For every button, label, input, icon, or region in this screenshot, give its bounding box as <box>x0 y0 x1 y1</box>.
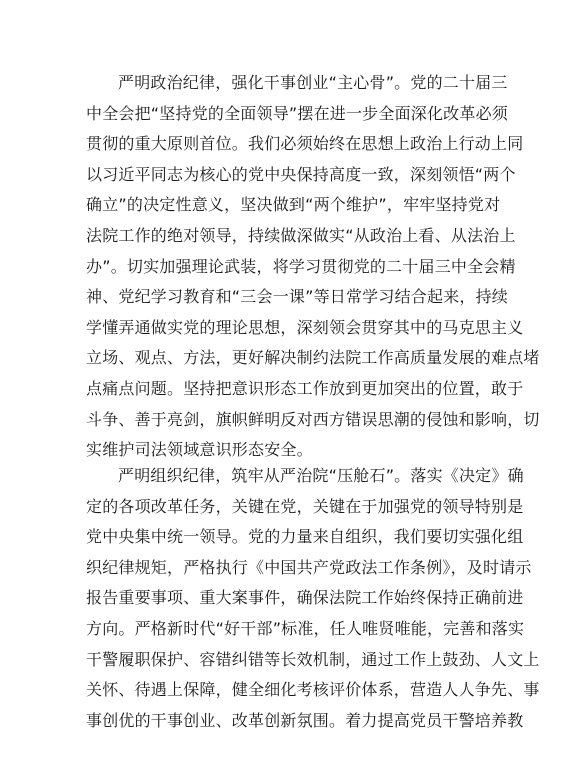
paragraph-line: 方向。严格新时代“好干部”标准，任人唯贤唯能，完善和落实 <box>86 618 525 638</box>
paragraph-line: 贯彻的重大原则首位。我们必须始终在思想上政治上行动上同 <box>86 134 524 154</box>
paragraph-line: 严明政治纪律，强化干事创业“主心骨”。党的二十届三 <box>118 73 508 92</box>
paragraph-line: 实维护司法领域意识形态安全。 <box>86 440 313 460</box>
paragraph-line: 办”。切实加强理论武装，将学习贯彻党的二十届三中全会精 <box>86 256 516 276</box>
paragraph-line: 严明组织纪律，筑牢从严治院“压舱石”。落实《决定》确 <box>118 466 524 485</box>
paragraph-line: 定的各项改革任务，关键在党，关键在于加强党的领导特别是 <box>86 496 524 516</box>
paragraph-line: 确立”的决定性意义，坚决做到“两个维护”，牢牢坚持党对 <box>86 195 501 215</box>
paragraph-line: 关怀、待遇上保障，健全细化考核评价体系，营造人人争先、事 <box>86 680 540 700</box>
paragraph-line: 神、党纪学习教育和“三会一课”等日常学习结合起来，持续 <box>86 287 508 307</box>
paragraph-line: 法院工作的绝对领导，持续做深做实“从政治上看、从法治上 <box>86 225 516 245</box>
paragraph-line: 干警履职保护、容错纠错等长效机制，通过工作上鼓劲、人文上 <box>86 649 540 669</box>
paragraph-line: 报告重要事项、重大案事件，确保法院工作始终保持正确前进 <box>86 588 524 608</box>
paragraph-line: 以习近平同志为核心的党中央保持高度一致，深刻领悟“两个 <box>86 164 516 184</box>
paragraph-line: 立场、观点、方法，更好解决制约法院工作高质量发展的难点堵 <box>86 348 540 368</box>
paragraph-organizational-discipline <box>86 461 540 736</box>
paragraph-line: 斗争、善于亮剑，旗帜鲜明反对西方错误思潮的侵蚀和影响，切 <box>86 409 540 429</box>
paragraph-line: 事创优的干事创业、改革创新氛围。着力提高党员干警培养教 <box>86 710 524 730</box>
paragraph-line: 织纪律规矩，严格执行《中国共产党政法工作条例》，及时请示 <box>86 557 532 577</box>
paragraph-political-discipline <box>86 68 540 466</box>
paragraph-line: 党中央集中统一领导。党的力量来自组织，我们要切实强化组 <box>86 527 524 547</box>
paragraph-line: 中全会把“坚持党的全面领导”摆在进一步全面深化改革必须 <box>86 103 508 123</box>
paragraph-line: 学懂弄通做实党的理论思想，深刻领会贯穿其中的马克思主义 <box>86 317 524 337</box>
paragraph-line: 点痛点问题。坚持把意识形态工作放到更加突出的位置，敢于 <box>86 378 524 398</box>
